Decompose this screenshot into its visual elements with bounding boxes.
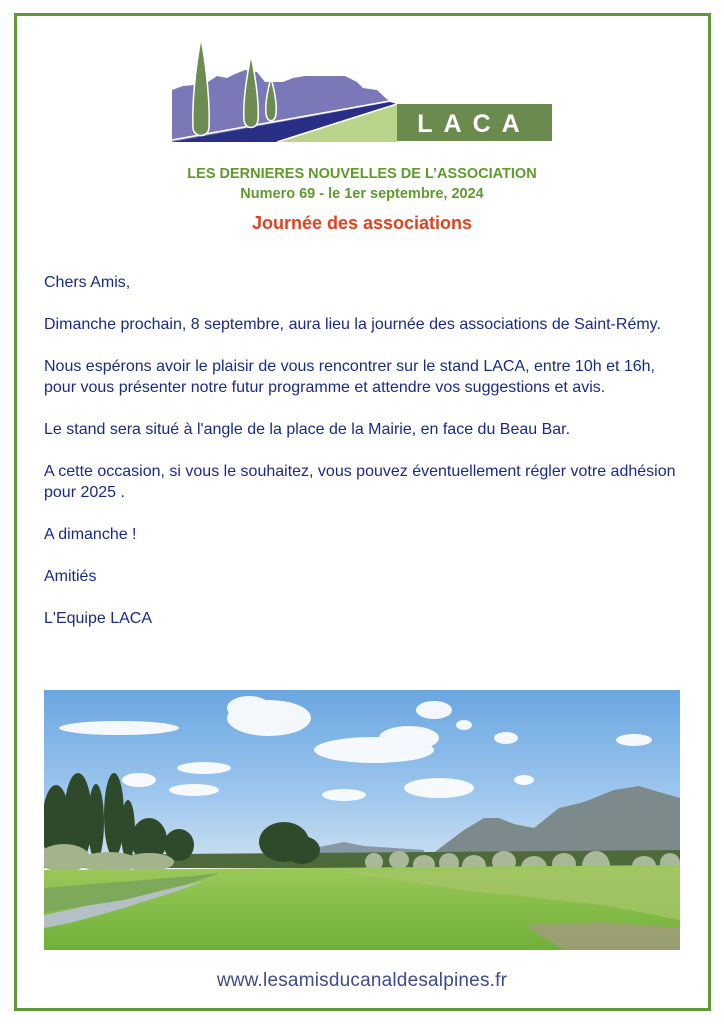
- landscape-photo: [44, 690, 680, 950]
- logo-tree-2: [244, 55, 258, 128]
- greeting: Chers Amis,: [44, 274, 131, 291]
- issue-line: Numero 69 - le 1er septembre, 2024: [240, 186, 484, 202]
- newsletter-heading: LES DERNIERES NOUVELLES DE L’ASSOCIATION: [187, 166, 537, 182]
- letter-body: [44, 272, 684, 650]
- website-url[interactable]: www.lesamisducanaldesalpines.fr: [216, 970, 508, 991]
- paragraph-event: Dimanche prochain, 8 septembre, aura lieu la journée des associations de Saint-Rémy.: [44, 316, 661, 333]
- article-title: Journée des associations: [251, 213, 473, 233]
- logo-text: LACA: [417, 110, 531, 138]
- laca-logo: [165, 30, 560, 150]
- logo-tree-1: [193, 38, 209, 136]
- paragraph-stand: Nous espérons avoir le plaisir de vous rencontrer sur le stand LACA, entre 10h et 16h, pour vous présenter notre futur programme et attendre vos suggestions et avis.: [44, 358, 655, 396]
- sign-off: Amitiés: [44, 568, 97, 585]
- closing-line: A dimanche !: [44, 526, 137, 543]
- signature: L'Equipe LACA: [44, 610, 153, 627]
- paragraph-membership: A cette occasion, si vous le souhaitez, vous pouvez éventuellement régler votre adhésion pour 2025 .: [44, 463, 676, 501]
- paragraph-location: Le stand sera situé à l'angle de la place de la Mairie, en face du Beau Bar.: [44, 421, 571, 438]
